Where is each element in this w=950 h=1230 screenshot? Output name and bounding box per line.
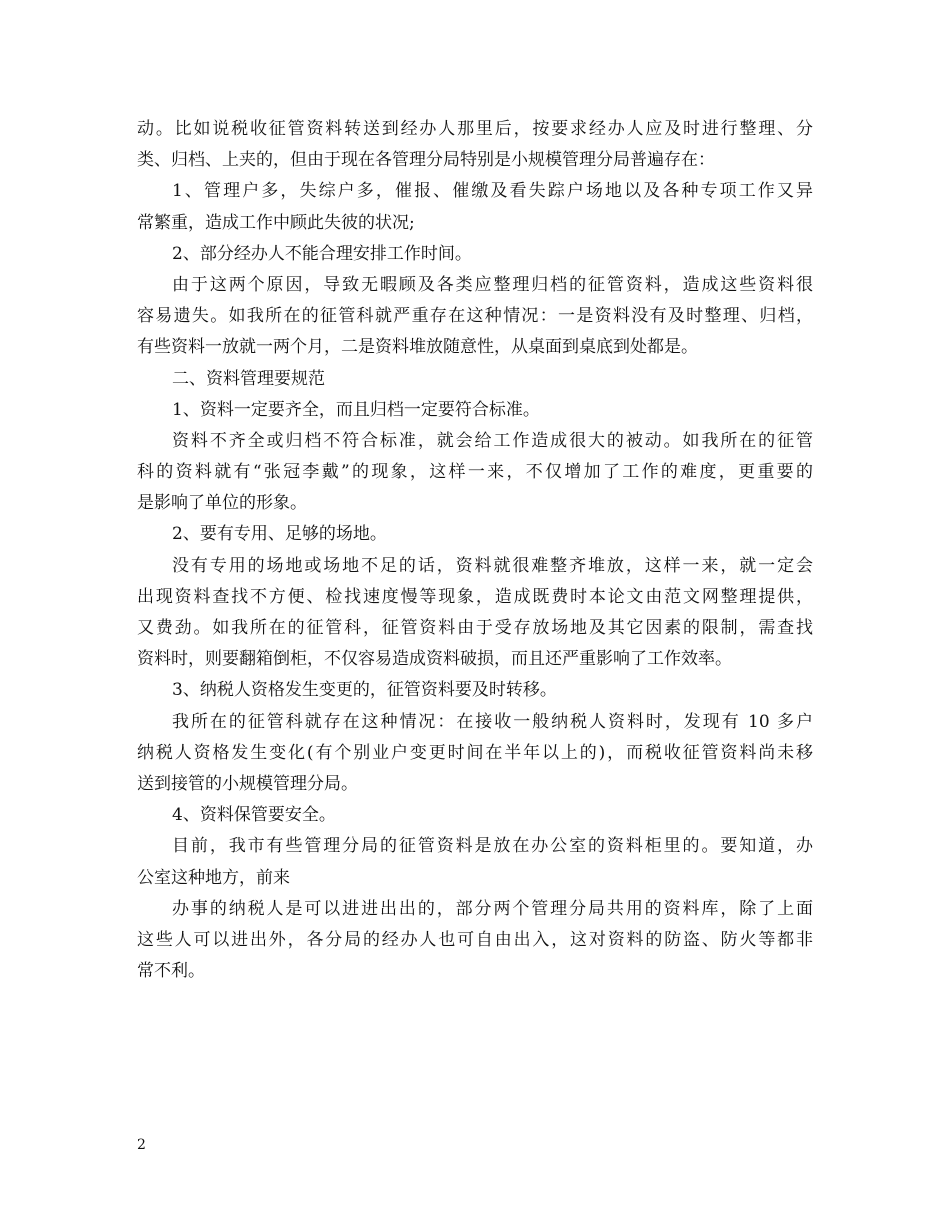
text-line: 常繁重，造成工作中顾此失彼的状况; xyxy=(137,212,415,233)
text-line: 是影响了单位的形象。 xyxy=(137,493,307,514)
text-line: 1、管理户多，失综户多，催报、催缴及看失踪户场地以及各种专项工作又异 xyxy=(172,181,813,202)
text-line: 纳税人资格发生变化(有个别业户变更时间在半年以上的)，而税收征管资料尚未移 xyxy=(137,742,813,763)
text-line: 公室这种地方，前来 xyxy=(137,867,290,888)
text-line: 科的资料就有“张冠李戴”的现象，这样一来，不仅增加了工作的难度，更重要的 xyxy=(137,462,813,483)
text-line: 又费劲。如我所在的征管科，征管资料由于受存放场地及其它因素的限制，需查找 xyxy=(137,618,813,638)
page-number: 2 xyxy=(137,1137,146,1153)
text-line: 类、归档、上夹的，但由于现在各管理分局特别是小规模管理分局普遍存在： xyxy=(137,150,715,171)
text-line: 1、资料一定要齐全，而且归档一定要符合标准。 xyxy=(172,399,540,420)
text-line: 资料不齐全或归档不符合标准，就会给工作造成很大的被动。如我所在的征管 xyxy=(172,430,813,451)
text-line: 送到接管的小规模管理分局。 xyxy=(137,773,358,794)
document-body xyxy=(137,114,813,987)
text-line: 我所在的征管科就存在这种情况：在接收一般纳税人资料时，发现有 10 多户 xyxy=(172,711,813,732)
text-line: 2、部分经办人不能合理安排工作时间。 xyxy=(172,243,472,264)
text-line: 常不利。 xyxy=(137,961,205,982)
text-line: 2、要有专用、足够的场地。 xyxy=(172,524,387,545)
text-line: 动。比如说税收征管资料转送到经办人那里后，按要求经办人应及时进行整理、分 xyxy=(137,119,813,139)
text-line: 4、资料保管要安全。 xyxy=(172,805,336,826)
text-line: 资料时，则要翻箱倒柜，不仅容易造成资料破损，而且还严重影响了工作效率。 xyxy=(137,649,732,670)
text-line: 容易遗失。如我所在的征管科就严重存在这种情况：一是资料没有及时整理、归档， xyxy=(137,306,813,327)
text-line: 没有专用的场地或场地不足的话，资料就很难整齐堆放，这样一来，就一定会 xyxy=(172,555,813,576)
text-line: 目前，我市有些管理分局的征管资料是放在办公室的资料柜里的。要知道，办 xyxy=(172,836,813,857)
text-line: 出现资料查找不方便、检找速度慢等现象，造成既费时本论文由范文网整理提供， xyxy=(137,586,813,607)
text-line: 二、资料管理要规范 xyxy=(172,368,325,389)
text-line: 有些资料一放就一两个月，二是资料堆放随意性，从桌面到桌底到处都是。 xyxy=(137,337,698,358)
text-line: 3、纳税人资格发生变更的，征管资料要及时转移。 xyxy=(172,680,557,701)
text-line: 办事的纳税人是可以进进出出的，部分两个管理分局共用的资料库，除了上面 xyxy=(172,898,813,919)
text-line: 由于这两个原因，导致无暇顾及各类应整理归档的征管资料，造成这些资料很 xyxy=(172,274,813,295)
text-line: 这些人可以进出外，各分局的经办人也可自由出入，这对资料的防盗、防火等都非 xyxy=(137,929,813,950)
